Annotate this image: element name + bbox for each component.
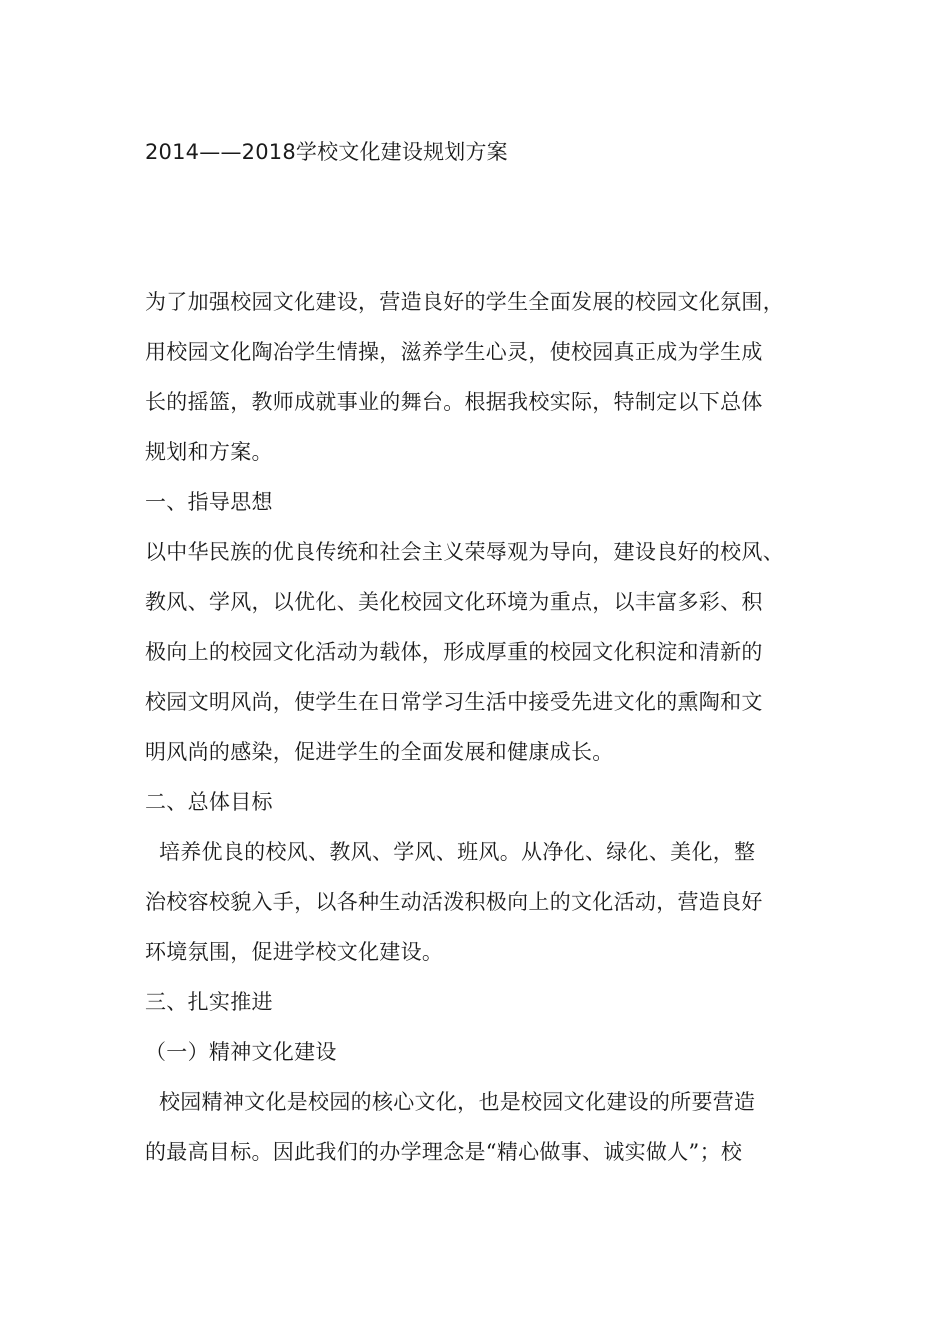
guiding-thought-line: 以中华民族的优良传统和社会主义荣辱观为导向，建设良好的校风、 xyxy=(145,540,784,564)
guiding-thought-line: 校园文明风尚，使学生在日常学习生活中接受先进文化的熏陶和文 xyxy=(145,690,763,714)
intro-line: 长的摇篮，教师成就事业的舞台。根据我校实际，特制定以下总体 xyxy=(145,390,763,414)
guiding-thought-line: 极向上的校园文化活动为载体，形成厚重的校园文化积淀和清新的 xyxy=(145,640,763,664)
section-heading: 一、指导思想 xyxy=(145,490,273,514)
intro-line: 规划和方案。 xyxy=(145,440,273,464)
overall-goal-line: 治校容校貌入手，以各种生动活泼积极向上的文化活动，营造良好 xyxy=(145,890,763,914)
document-title: 2014——2018学校文化建设规划方案 xyxy=(145,140,508,164)
document-body xyxy=(145,282,845,1182)
guiding-thought-line: 明风尚的感染，促进学生的全面发展和健康成长。 xyxy=(145,740,614,764)
overall-goal-line: 环境氛围，促进学校文化建设。 xyxy=(145,940,444,964)
spiritual-culture-line: 校园精神文化是校园的核心文化，也是校园文化建设的所要营造 xyxy=(145,1090,756,1114)
section-heading: 三、扎实推进 xyxy=(145,990,273,1014)
overall-goal-line: 培养优良的校风、教风、学风、班风。从净化、绿化、美化，整 xyxy=(145,840,756,864)
guiding-thought-line: 教风、学风，以优化、美化校园文化环境为重点，以丰富多彩、积 xyxy=(145,590,763,614)
intro-line: 为了加强校园文化建设，营造良好的学生全面发展的校园文化氛围， xyxy=(145,290,784,314)
section-heading: 二、总体目标 xyxy=(145,790,273,814)
intro-line: 用校园文化陶冶学生情操，滋养学生心灵，使校园真正成为学生成 xyxy=(145,340,763,364)
spiritual-culture-line: 的最高目标。因此我们的办学理念是“精心做事、诚实做人”；校 xyxy=(145,1140,743,1164)
subsection-heading: （一）精神文化建设 xyxy=(145,1040,337,1064)
